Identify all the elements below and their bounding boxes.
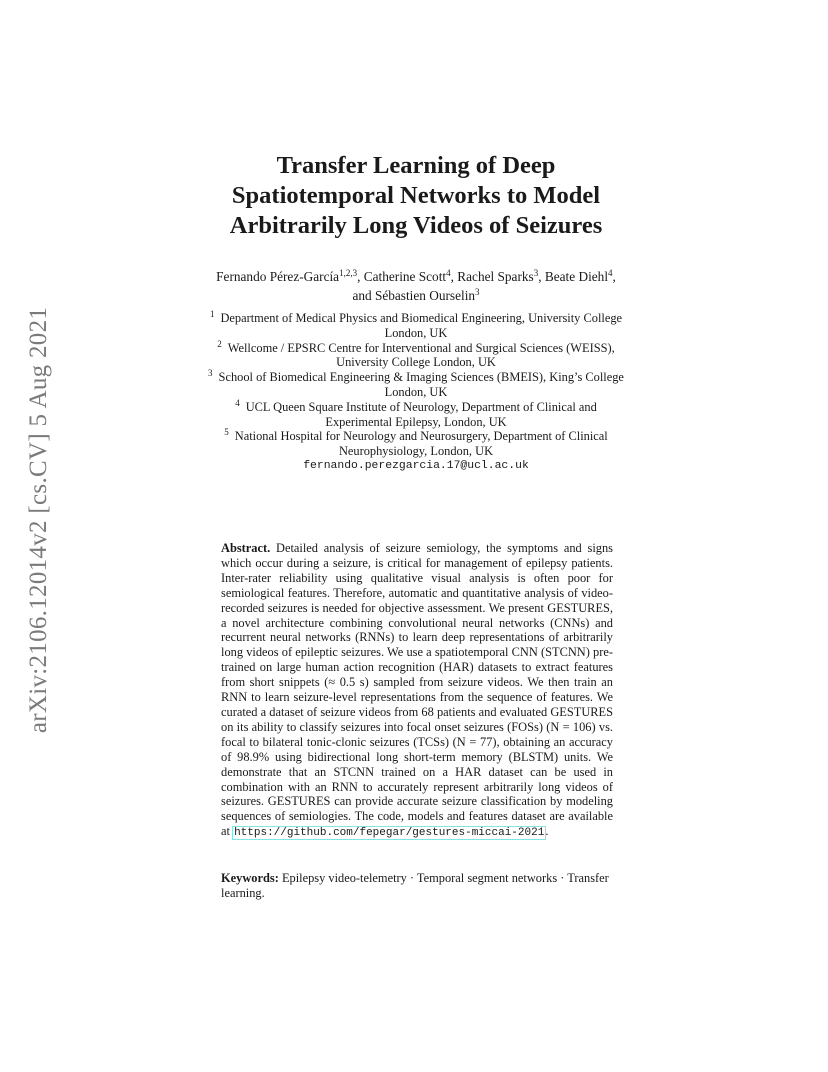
affiliation-list (150, 311, 682, 474)
title-line: Spatiotemporal Networks to Model (231, 182, 601, 209)
author-affiliation-marks: 3 (533, 268, 539, 278)
affiliation (150, 338, 682, 371)
author-name: and Sébastien Ourselin (352, 288, 476, 303)
abstract (221, 541, 613, 841)
affiliation-number: 3 (208, 368, 213, 379)
author-line-2 (150, 286, 682, 305)
abstract-end: . (545, 824, 549, 839)
contact-email[interactable]: fernando.perezgarcia.17@ucl.ac.uk (303, 459, 529, 472)
author-list (150, 267, 682, 305)
abstract-body: Detailed analysis of seizure semiology, the symptoms and signs which occur during a seizure, is critical for management of epilepsy patients. Inter-rater reliability using qualitative visual analysis is often poor for semiological features. Therefore, automatic and quantitative analysis of video-recorded seizures is needed for objective assessment. We present GESTURES, a novel architecture combining convolutional neural networks (CNNs) and recurrent neural networks (RNNs) to learn deep representations of arbitrarily long videos of epileptic seizures. We use a spatiotemporal CNN (STCNN) pre-trained on large human action recognition (HAR) datasets to extract features from short snippets (≈ 0.5 s) sampled from seizure videos. We then train an RNN to learn seizure-level representations from the sequence of features. We curated a dataset of seizure videos from 68 patients and evaluated GESTURES on its ability to classify seizures into focal onset seizures (FOSs) (N = 106) vs. focal to bilateral tonic-clonic seizures (TCSs) (N = 77), obtaining an accuracy of 98.9% using bidirectional long short-term memory (BLSTM) units. We demonstrate that an STCNN trained on a HAR dataset can be used in combination with an RNN to accurately represent arbitrarily long videos of seizures. GESTURES can provide accurate seizure classification by modeling sequences of semiologies. The code, models and features dataset are available at (221, 541, 613, 839)
author-separator: , (357, 269, 364, 284)
affiliation-text: Neurophysiology, London, UK (338, 444, 494, 459)
author-name: Catherine Scott (363, 269, 447, 284)
affiliation-number: 1 (209, 309, 215, 319)
affiliation-number: 5 (224, 427, 229, 438)
title-line: Transfer Learning of Deep (276, 152, 556, 179)
affiliation-text: University College London, UK (336, 355, 496, 370)
abstract-label: Abstract. (221, 541, 271, 555)
arxiv-identifier-text: arXiv:2106.12014v2 [cs.CV] 5 Aug 2021 (25, 306, 52, 734)
affiliation-number: 2 (217, 338, 222, 349)
author-separator: , (450, 269, 458, 284)
author-name: Rachel Sparks (457, 269, 534, 284)
affiliation-text: Experimental Epilepsy, London, UK (325, 414, 507, 429)
arxiv-identifier (24, 290, 54, 750)
affiliation-text: London, UK (384, 384, 448, 399)
author-separator: , (612, 269, 616, 284)
code-repository-link[interactable]: https://github.com/fepegar/gestures-miccai-2021 (234, 827, 545, 840)
keywords (221, 871, 613, 901)
keywords-text: Epilepsy video-telemetry · Temporal segment networks · Transfer learning. (221, 871, 609, 900)
author-affiliation-marks: 1,2,3 (339, 268, 358, 278)
affiliation (150, 397, 682, 430)
author-affiliation-marks: 4 (608, 268, 613, 278)
affiliation-text: UCL Queen Square Institute of Neurology, Department of Clinical and (245, 399, 597, 414)
affiliation-text: Wellcome / EPSRC Centre for Interventional and Surgical Sciences (WEISS), (227, 340, 615, 355)
affiliation (150, 429, 682, 459)
title-line: Arbitrarily Long Videos of Seizures (229, 212, 603, 239)
author-affiliation-marks: 3 (475, 287, 480, 297)
affiliation-text: Department of Medical Physics and Biomedical Engineering, University College (220, 311, 623, 325)
affiliation-text: School of Biomedical Engineering & Imaging Sciences (BMEIS), King’s College (218, 370, 624, 385)
author-affiliation-marks: 4 (446, 268, 451, 278)
author-line-1 (150, 267, 682, 286)
affiliation-text: London, UK (384, 325, 448, 340)
affiliation-number: 4 (235, 397, 240, 408)
keywords-label: Keywords: (221, 871, 279, 885)
author-separator: , (538, 269, 545, 284)
author-name: Fernando Pérez-García (216, 269, 340, 284)
affiliation (150, 370, 682, 400)
affiliation (150, 311, 682, 341)
author-name: Beate Diehl (544, 269, 609, 284)
affiliation-text: National Hospital for Neurology and Neurosurgery, Department of Clinical (234, 429, 608, 444)
paper-title (160, 151, 672, 241)
